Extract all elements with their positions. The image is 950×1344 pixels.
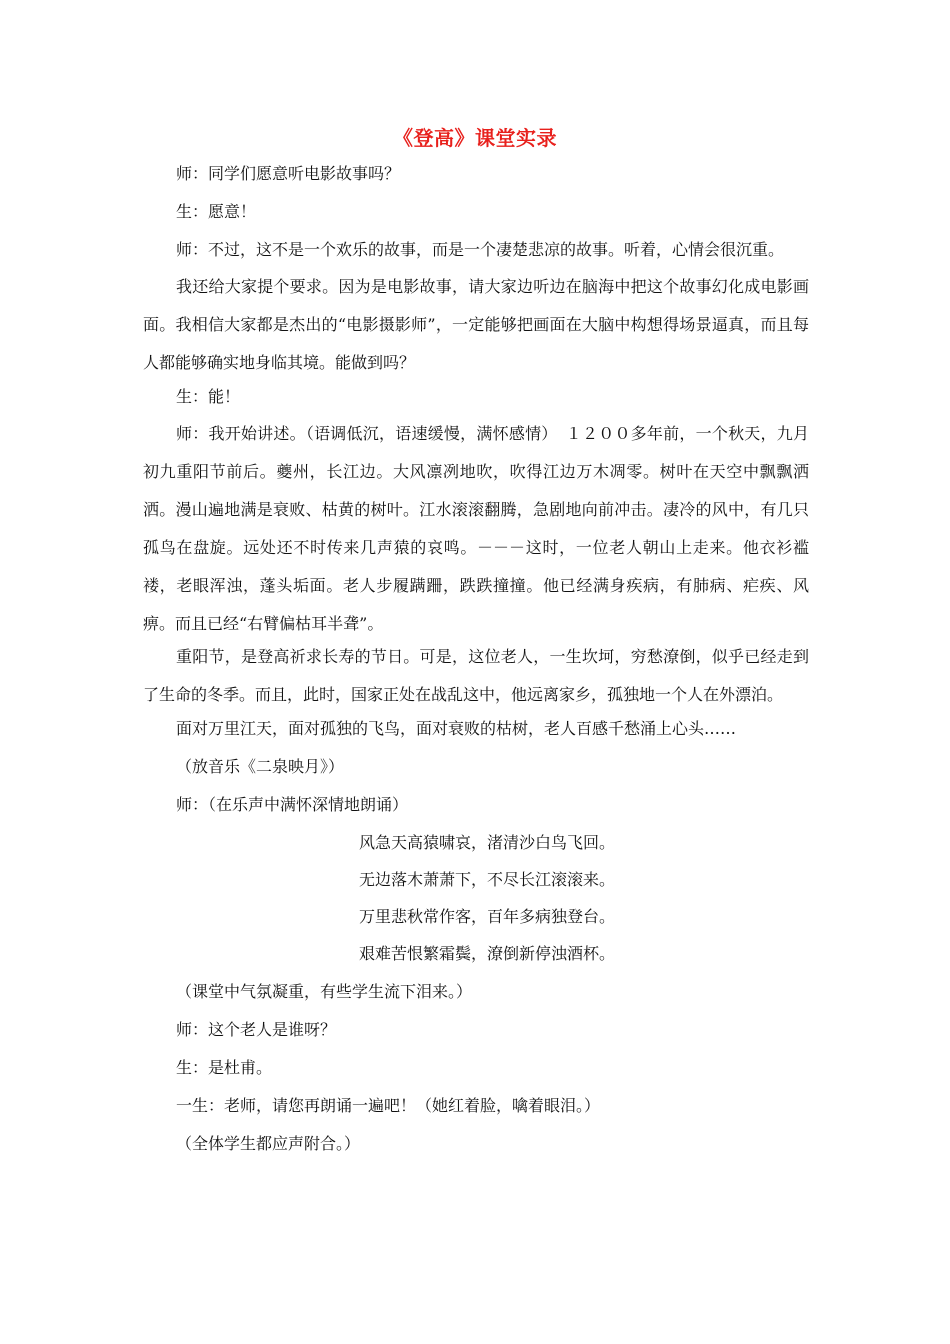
document-body xyxy=(143,160,809,1168)
paragraph: 师：我开始讲述。（语调低沉，语速缓慢，满怀感情） １２００多年前，一个秋天，九月初九重阳节前后。夔州，长江边。大风凛冽地吹，吹得江边万木凋零。树叶在天空中飘飘洒洒。漫山遍地满是衰败、枯黄的树叶。江水滚滚翻腾，急剧地向前冲击。凄冷的风中，有几只孤鸟在盘旋。远处还不时传来几声猿的哀鸣。－－－这时，一位老人朝山上走来。他衣衫褴褛，老眼浑浊，蓬头垢面。老人步履蹒跚，跌跌撞撞。他已经满身疾病，有肺病、疟疾、风痹。而且已经“右臂偏枯耳半聋”。 xyxy=(143,424,809,633)
paragraph: 师：这个老人是谁呀？ xyxy=(176,1020,337,1039)
document-title: 《登高》课堂实录 xyxy=(393,126,557,150)
poem-line: 无边落木萧萧下，不尽长江滚滚来。 xyxy=(359,870,616,889)
paragraph: 生：能！ xyxy=(176,387,241,406)
poem xyxy=(143,829,809,967)
paragraph: 师：（在乐声中满怀深情地朗诵） xyxy=(176,795,409,814)
paragraph: （全体学生都应声附合。） xyxy=(176,1134,361,1153)
paragraph: 我还给大家提个要求。因为是电影故事，请大家边听边在脑海中把这个故事幻化成电影画面。我相信大家都是杰出的“电影摄影师”，一定能够把画面在大脑中构想得场景逼真，而且每人都能够确实地身临其境。能做到吗？ xyxy=(143,277,809,372)
paragraph: 师：不过，这不是一个欢乐的故事，而是一个凄楚悲凉的故事。听着，心情会很沉重。 xyxy=(176,240,785,259)
poem-line: 风急天高猿啸哀，渚清沙白鸟飞回。 xyxy=(359,833,616,852)
paragraph: 重阳节，是登高祈求长寿的节日。可是，这位老人，一生坎坷，穷愁潦倒，似乎已经走到了生命的冬季。而且，此时，国家正处在战乱这中，他远离家乡，孤独地一个人在外漂泊。 xyxy=(143,647,809,704)
paragraph: （课堂中气氛凝重，有些学生流下泪来。） xyxy=(176,982,473,1001)
paragraph: 面对万里江天，面对孤独的飞鸟，面对衰败的枯树，老人百感千愁涌上心头…… xyxy=(176,719,737,738)
paragraph: （放音乐《二泉映月》） xyxy=(176,757,345,776)
paragraph: 生：是杜甫。 xyxy=(176,1058,273,1077)
paragraph: 一生：老师，请您再朗诵一遍吧！（她红着脸，噙着眼泪。） xyxy=(176,1096,601,1115)
paragraph: 生：愿意！ xyxy=(176,202,257,221)
poem-line: 万里悲秋常作客，百年多病独登台。 xyxy=(359,907,616,926)
paragraph: 师：同学们愿意听电影故事吗？ xyxy=(176,164,401,183)
poem-line: 艰难苦恨繁霜鬓，潦倒新停浊酒杯。 xyxy=(359,944,616,963)
